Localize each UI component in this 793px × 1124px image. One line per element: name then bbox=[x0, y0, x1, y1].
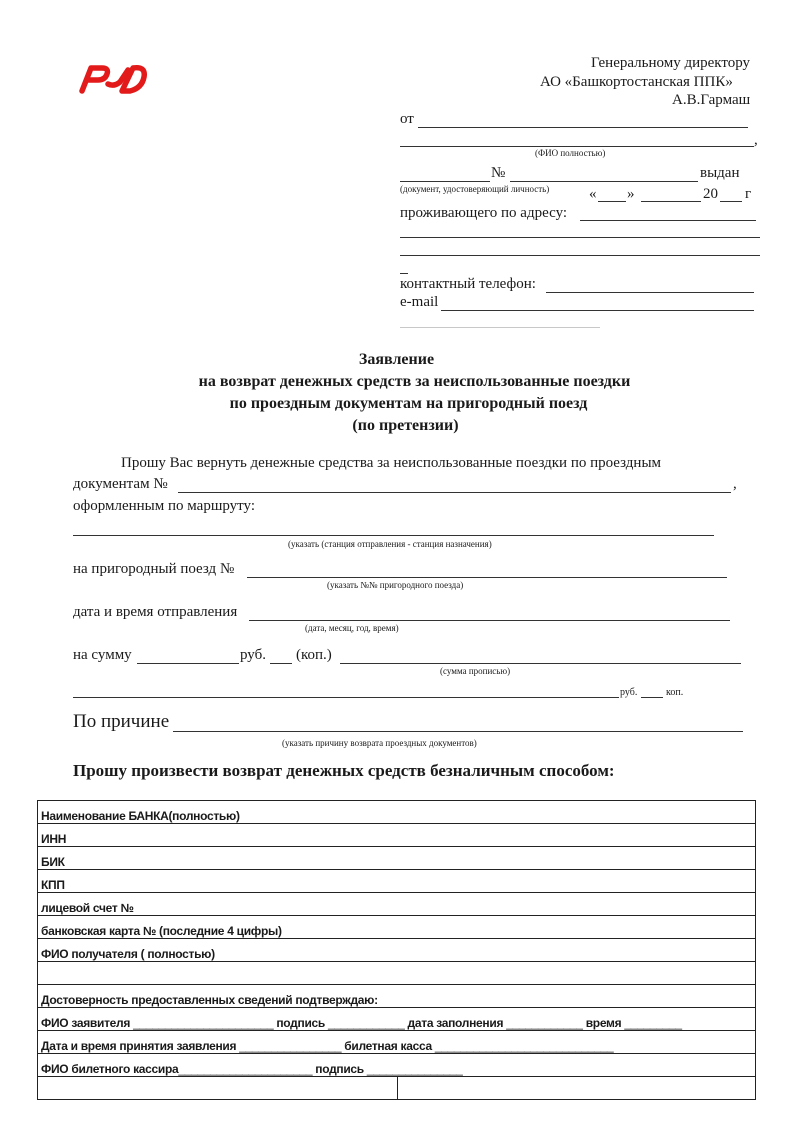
signature2-label: подпись bbox=[315, 1062, 364, 1076]
empty-cell[interactable] bbox=[38, 962, 756, 985]
reason-label: По причине bbox=[73, 711, 170, 732]
card-cell[interactable] bbox=[38, 916, 756, 939]
ticket-office-label: билетная касса bbox=[344, 1039, 432, 1053]
table-row bbox=[38, 1077, 756, 1100]
from-label: от bbox=[400, 111, 414, 127]
recipient-label: ФИО получателя ( полностью) bbox=[41, 947, 215, 961]
from-line[interactable] bbox=[418, 127, 748, 128]
addressee-line1: Генеральному директору bbox=[591, 55, 751, 71]
table-row bbox=[38, 1031, 756, 1054]
table-row bbox=[38, 1054, 756, 1077]
datetime-label: дата и время отправления bbox=[73, 604, 238, 620]
cashless-heading: Прошу произвести возврат денежных средств безналичным способом: bbox=[73, 761, 615, 780]
applicant-sign-cell[interactable]: ФИО заявителя ______________________ подпись ____________ дата заполнения ____________ время _________ bbox=[38, 1008, 756, 1031]
sum-kop-line[interactable] bbox=[270, 663, 292, 664]
accept-datetime-label: Дата и время принятия заявления bbox=[41, 1039, 237, 1053]
kop-short: коп. bbox=[666, 687, 684, 698]
address-line-stub bbox=[400, 273, 408, 274]
account-label: лицевой счет № bbox=[41, 901, 134, 915]
cashier-cell[interactable]: ФИО билетного кассира_____________________ подпись _______________ bbox=[38, 1054, 756, 1077]
phone-line[interactable] bbox=[546, 292, 754, 293]
docs-number-line[interactable] bbox=[178, 492, 731, 493]
email-line[interactable] bbox=[441, 310, 754, 311]
email-label: e-mail bbox=[400, 294, 439, 310]
doc-type-line[interactable] bbox=[400, 181, 490, 182]
table-row bbox=[38, 801, 756, 824]
address-line-3[interactable] bbox=[400, 255, 760, 256]
route-label: оформленным по маршруту: bbox=[73, 498, 256, 514]
addressee-line2: АО «Башкортостанская ППК» bbox=[540, 74, 733, 90]
docs-comma: , bbox=[733, 476, 737, 492]
date-quote-close: » bbox=[627, 186, 635, 202]
table-row bbox=[38, 939, 756, 962]
bank-name-label: Наименование БАНКА(полностью) bbox=[41, 809, 240, 823]
signature-label: подпись bbox=[276, 1016, 325, 1030]
addressee-line3: А.В.Гармаш bbox=[672, 92, 751, 108]
table-row bbox=[38, 824, 756, 847]
year-suffix: г bbox=[745, 186, 752, 202]
accept-cell[interactable]: Дата и время принятия заявления ________________ билетная касса ____________________________ bbox=[38, 1031, 756, 1054]
address-line-1[interactable] bbox=[580, 220, 756, 221]
title-line4: (по претензии) bbox=[352, 417, 459, 434]
kpp-label: КПП bbox=[41, 878, 65, 892]
rzd-logo bbox=[78, 60, 154, 94]
kop-short-line[interactable] bbox=[641, 697, 663, 698]
phone-label: контактный телефон: bbox=[400, 276, 536, 292]
fio-comma: , bbox=[754, 132, 758, 148]
sum-label: на сумму bbox=[73, 647, 132, 663]
doc-number-line[interactable] bbox=[510, 181, 698, 182]
recipient-cell[interactable] bbox=[38, 939, 756, 962]
card-label: банковская карта № (последние 4 цифры) bbox=[41, 924, 282, 938]
sum-caption: (сумма прописью) bbox=[440, 666, 511, 676]
route-line[interactable] bbox=[73, 535, 714, 536]
table-row bbox=[38, 893, 756, 916]
table-row bbox=[38, 847, 756, 870]
sum-words-line[interactable] bbox=[340, 663, 741, 664]
document-title bbox=[0, 349, 793, 437]
inn-cell[interactable] bbox=[38, 824, 756, 847]
table-row bbox=[38, 962, 756, 985]
title-line3: по проездным документам на пригородный поезд bbox=[229, 395, 588, 412]
confirm-label: Достоверность предоставленных сведений подтверждаю: bbox=[41, 993, 378, 1007]
confirm-cell bbox=[38, 985, 756, 1008]
route-caption: (указать (станция отправления - станция назначения) bbox=[288, 539, 492, 549]
doc-caption: (документ, удостоверяющий личность) bbox=[400, 184, 550, 194]
doc-number-sign: № bbox=[491, 165, 506, 181]
bik-cell[interactable] bbox=[38, 847, 756, 870]
date-month-line[interactable] bbox=[641, 201, 701, 202]
inn-label: ИНН bbox=[41, 832, 67, 846]
datetime-line[interactable] bbox=[249, 620, 730, 621]
datetime-caption: (дата, месяц, год, время) bbox=[305, 623, 399, 633]
table-row bbox=[38, 1008, 756, 1031]
date-quote-open: « bbox=[589, 186, 597, 202]
train-caption: (указать №№ пригородного поезда) bbox=[327, 580, 464, 590]
fio-caption: (ФИО полностью) bbox=[535, 148, 606, 158]
sum-words-line-2[interactable] bbox=[73, 697, 619, 698]
request-paragraph: Прошу Вас вернуть денежные средства за неиспользованные поездки по проездным bbox=[121, 455, 662, 471]
year-prefix: 20 bbox=[703, 186, 718, 202]
train-label: на пригородный поезд № bbox=[73, 561, 235, 577]
date-year-line[interactable] bbox=[720, 201, 742, 202]
train-line[interactable] bbox=[247, 577, 727, 578]
bottom-left-cell[interactable] bbox=[38, 1077, 398, 1100]
fill-date-label: дата заполнения bbox=[407, 1016, 504, 1030]
bik-label: БИК bbox=[41, 855, 65, 869]
rub-short: руб. bbox=[620, 687, 638, 698]
table-row bbox=[38, 870, 756, 893]
reason-caption: (указать причину возврата проездных документов) bbox=[282, 738, 477, 748]
bank-details-table bbox=[37, 800, 756, 1100]
rub-label: руб. bbox=[240, 647, 266, 663]
bottom-right-cell[interactable] bbox=[398, 1077, 756, 1100]
table-row bbox=[38, 916, 756, 939]
date-day-line[interactable] bbox=[598, 201, 626, 202]
issued-label: выдан bbox=[700, 165, 740, 181]
cashier-fio-label: ФИО билетного кассира bbox=[41, 1062, 179, 1076]
sum-rub-line[interactable] bbox=[137, 663, 239, 664]
table-row bbox=[38, 985, 756, 1008]
kop-label: (коп.) bbox=[296, 647, 332, 663]
address-line-2[interactable] bbox=[400, 237, 760, 238]
bank-name-cell[interactable] bbox=[38, 801, 756, 824]
kpp-cell[interactable] bbox=[38, 870, 756, 893]
title-line2: на возврат денежных средств за неиспользованные поездки bbox=[198, 373, 631, 390]
address-label: проживающего по адресу: bbox=[400, 205, 568, 221]
fio-line[interactable] bbox=[400, 146, 754, 147]
docs-label: документам № bbox=[73, 476, 168, 492]
time-label: время bbox=[585, 1016, 622, 1030]
account-cell[interactable] bbox=[38, 893, 756, 916]
applicant-fio-label: ФИО заявителя bbox=[41, 1016, 131, 1030]
title-line1: Заявление bbox=[358, 351, 435, 368]
faint-line bbox=[400, 327, 600, 328]
reason-line[interactable] bbox=[173, 731, 743, 732]
